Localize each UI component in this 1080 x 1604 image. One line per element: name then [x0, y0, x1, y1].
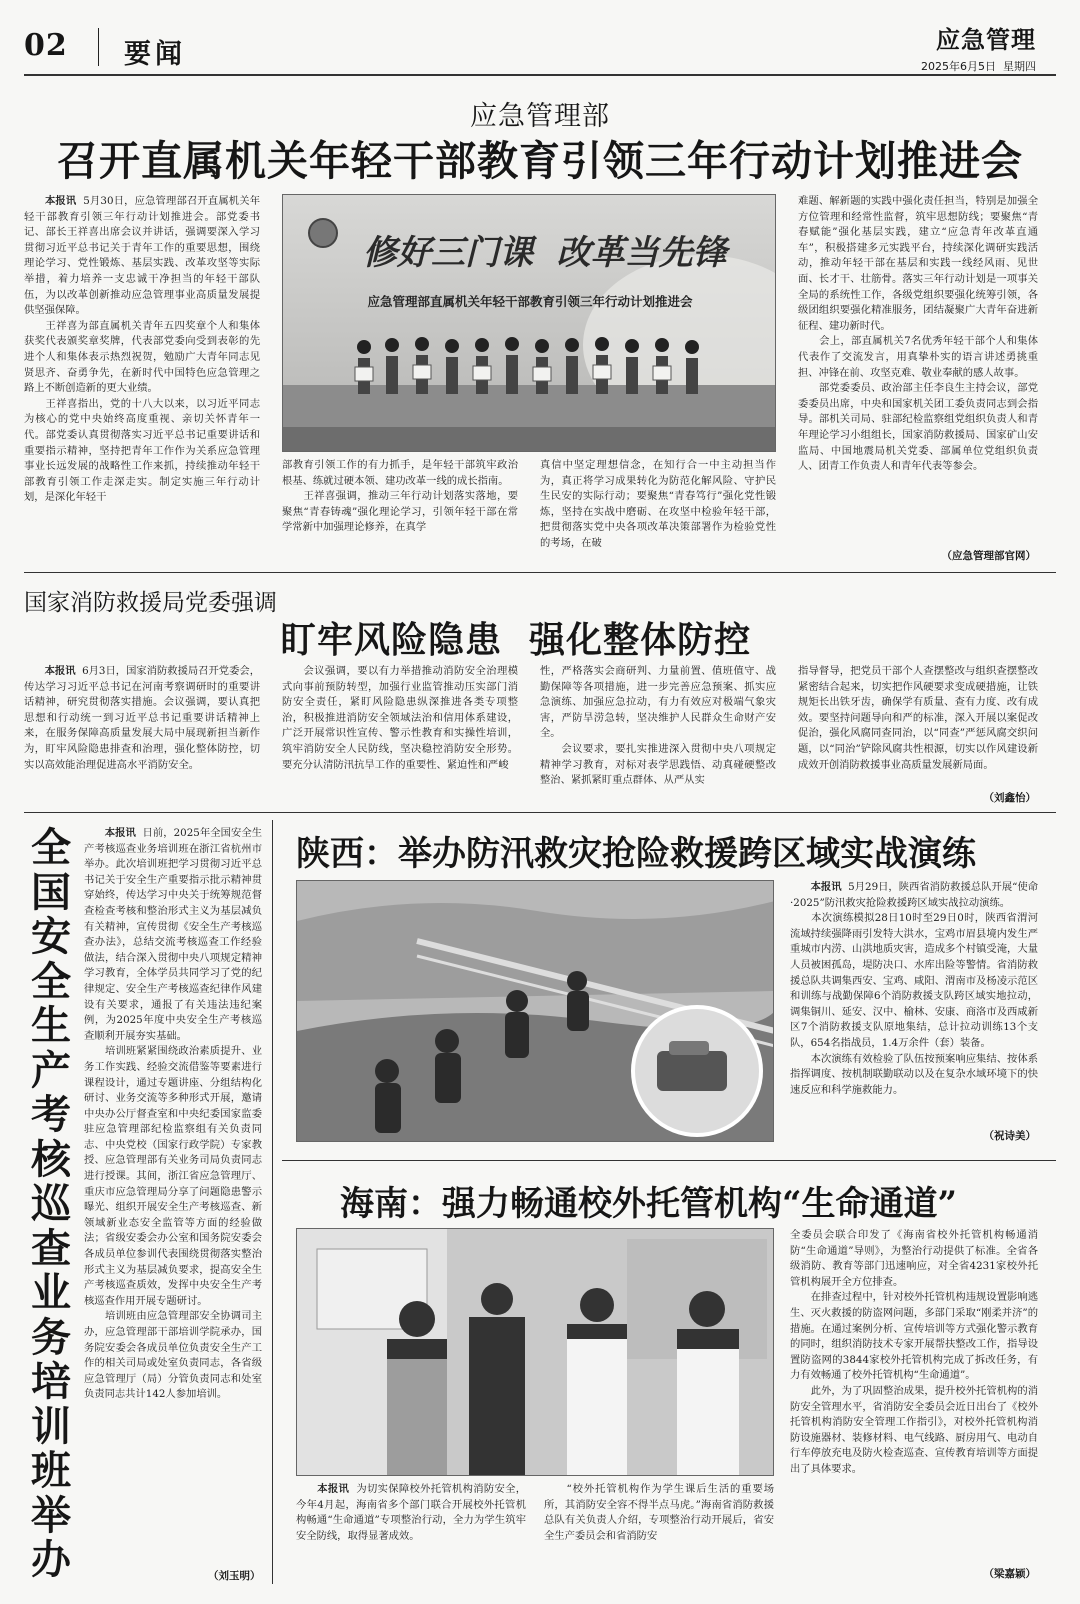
inspection-scene-illustration: [297, 1229, 774, 1476]
story1-column-2: 部教育引领工作的有力抓手，是年轻干部筑牢政治根基、练就过硬本领、建功改革一线的成长指南。 王祥喜强调，推动三年行动计划落实落地，要聚焦“青春铸魂”强化理论学习，引领年轻干部在常学常新中加强理论修养，在真学: [282, 459, 518, 534]
flood-drill-illustration: [297, 881, 774, 1142]
page-number: 02: [24, 28, 68, 63]
story2-col1-text: 6月3日，国家消防救援局召开党委会，传达学习习近平总书记在河南考察调研时的重要讲话精神，研究贯彻落实措施。会议强调，要认真把思想和行动统一到习近平总书记重要讲话精神上来，在服务保障高质量发展大局中展现新担当新作为，盯牢风险隐患排查和治理，强化整体防控，切实以高效能治理促进高水平消防安全。: [24, 665, 260, 771]
story4-body: [790, 880, 1038, 1144]
headline-char: 国: [31, 868, 71, 916]
story1-headline: 召开直属机关年轻干部教育引领三年行动计划推进会: [57, 137, 1023, 185]
story1-photo: [282, 194, 776, 452]
story1-column-1: [24, 194, 260, 566]
story1-column-4: 难题、解新题的实践中强化责任担当，特别是加强全方位管理和经常性监督，筑牢思想防线；要聚焦“青春赋能”强化基层实践，建立“应急青年改革直通车”，积极搭建多元实践平台，持续深化调研实践活动，推动年轻干部在基层和实践一线经风雨、见世面、长才干、壮筋骨。落实三年行动计划是一项事关全局的系统性工作，各级党组织要强化统筹引领，各级团组织要强化精准服务，团结凝聚广大青年奋进新征程、建功新时代。 会上，部直属机关7名优秀年轻干部个人和集体代表作了交流发言，用真挚朴实的语言讲述勇挑重担、冲锋在前、攻坚克难、敬业奉献的感人故事。 部党委委员、政治部主任李良生主持会议，部党委委员出席，中央和国家机关团工委负责同志到会指导。部机关司局、驻部纪检监察组党组织负责人和青年理论学习小组组长，国家消防救援局、国家矿山安监局、中国地震局机关党委、部属单位党组织负责人、团青工作负责人和青年代表等参会。: [798, 195, 1038, 473]
section-rule-3: [282, 1160, 1056, 1161]
story4-photo: [296, 880, 774, 1142]
headline-char: 训: [31, 1402, 71, 1450]
issue-date: 2025年6月5日 星期四: [921, 60, 1036, 73]
story5-cap1-text: 为切实保障校外托管机构消防安全，今年4月起，海南省多个部门联合开展校外托管机构畅通“生命通道”专项整治行动，全力为学生筑牢安全防线，取得显著成效。: [296, 1483, 526, 1542]
story5-photo: [296, 1228, 774, 1476]
story1-credit: （应急管理部官网）: [941, 550, 1036, 562]
vertical-column-rule: [272, 820, 273, 1584]
story2-column-4: 指导督导，把党员干部个人查摆整改与组织查摆整改紧密结合起来，切实把作风硬要求变成硬措施，让铁规矩长出铁牙齿，确保学有质量、查有力度、改有成效。要坚持问题导向和严的标准，深入开展以案促改促治，强化风腐同查同治，以“同查”严惩风腐交织问题，以“同治”铲除风腐共性根源，切实以作风建设新成效开创消防救援事业高质量发展新局面。: [798, 665, 1038, 771]
story1-lead: 本报讯: [44, 195, 77, 207]
headline-char: 核: [31, 1135, 71, 1183]
headline-char: 产: [31, 1046, 71, 1094]
photo-banner: 应急管理部直属机关年轻干部教育引领三年行动计划推进会: [367, 294, 693, 309]
headline-char: 办: [31, 1536, 71, 1583]
story5-lead: 本报讯: [317, 1483, 350, 1495]
story2-headline: 盯牢风险隐患 强化整体防控: [280, 619, 752, 661]
section-name: 要闻: [124, 39, 186, 70]
headline-char: 班: [31, 1447, 71, 1494]
headline-char: 巡: [31, 1180, 71, 1227]
story1-kicker: 应急管理部: [470, 101, 610, 132]
story2-credit: （刘鑫怡）: [983, 792, 1036, 804]
headline-char: 业: [31, 1269, 71, 1316]
story4-credit: （祝诗美）: [983, 1130, 1036, 1142]
story4-headline: 陕西：举办防汛救灾抢险救援跨区域实战演练: [296, 834, 976, 874]
story4-lead: 本报讯: [810, 881, 842, 893]
headline-char: 全: [31, 824, 71, 871]
story2-lead: 本报讯: [44, 665, 76, 677]
story2-column-1: [24, 664, 260, 804]
masthead-divider: [98, 28, 99, 66]
story3-body: [84, 826, 262, 1578]
headline-char: 安: [31, 913, 71, 960]
emblem-icon: [309, 219, 337, 247]
headline-char: 务: [31, 1313, 71, 1361]
story3-body-text: 日前，2025年全国安全生产考核巡查业务培训班在浙江省杭州市举办。此次培训班把学习贯彻习近平总书记关于安全生产重要指示批示精神贯穿始终，传达学习中央关于统筹规范督查检查考核和整治形式主义为基层减负有关精神，宣传贯彻《安全生产考核巡查办法》，总结交流考核巡查工作经验做法，结合深入贯彻中央八项规定精神学习教育，全体学员共同学习了党的纪律规定、安全生产考核巡查纪律作风建设有关要求，通报了有关违法违纪案例，为2025年度中央安全生产考核巡查顺利开展夯实基础。 培训班紧紧围绕政治素质提升、业务工作实践、经验交流借鉴等要素进行课程设计，通过专题讲座、分组结构化研讨、业务交流等多种形式开展，邀请中央办公厅督查室和中央纪委国家监委驻应急管理部纪检监察组有关负责同志、中央党校（国家行政学院）专家教授、应急管理部有关业务司局负责同志进行授课。其间，浙江省应急管理厅、重庆市应急管理局分享了问题隐患警示曝光、组织开展安全生产考核巡查、新领域新业态安全监管等方面的经验做法；省级安委会办公室和国务院安委会各成员单位参训代表围绕贯彻落实整治形式主义为基层减负要求，提高安全生产考核巡查质效，发挥中央安全生产考核巡查作用开展专题研讨。 培训班由应急管理部安全协调司主办，应急管理部干部培训学院承办，国务院安委会各成员单位负责安全生产工作的相关司局或处室负责同志，各省级应急管理厅（局）分管负责同志和处室负责同志共计142人参加培训。: [84, 827, 262, 1401]
story5-caption-2: “校外托管机构作为学生课后生活的重要场所，其消防安全容不得半点马虎。”海南省消防救援总队有关负责人介绍，专项整治行动开展后，省安全生产委员会和省消防安: [544, 1483, 774, 1542]
story5-credit: （梁嘉颖）: [983, 1568, 1036, 1580]
photo-slogan: 修好三门课 改革当先锋: [363, 233, 727, 273]
story5-body: 全委员会联合印发了《海南省校外托管机构畅通消防“生命通道”导则》，为整治行动提供了标准。全省各级消防、教育等部门迅速响应，对全省4231家校外托管机构展开全方位排查。 在排查过程中，针对校外托管机构违规设置影响逃生、灭火救援的防盗网问题，多部门采取“刚柔并济”的措施。在通过案例分析、宣传培训等方式强化警示教育的同时，组织消防技术专家开展帮扶整改工作，指导设置防盗网的3844家校外托管机构完成了拆改任务，有力有效畅通了校外托管机构“生命通道”。 此外，为了巩固整治成果，提升校外托管机构的消防安全管理水平，省消防安全委员会近日出台了《校外托管机构消防安全管理工作指引》，对校外托管机构消防设施器材、装修材料、电气线路、厨房用气、电动自行车停放充电及防火检查巡查、宣传教育培训等方面提出了具体要求。: [790, 1229, 1038, 1475]
headline-char: 举: [31, 1491, 71, 1539]
story4-body-text: 5月29日，陕西省消防救援总队开展“使命·2025”防汛救灾抢险救援跨区域实战拉动演练。 本次演练模拟28日10时至29日0时，陕西省渭河流域持续强降雨引发特大洪水，宝鸡市眉县境内发生严重城市内涝、山洪地质灾害，造成多个村镇受淹，大量人员被困孤岛，堤防决口、水库出险等警情。省消防救援总队共调集西安、宝鸡、咸阳、渭南市及杨凌示范区和训练与战勤保障6个消防救援支队跨区域实地拉动，调集铜川、延安、汉中、榆林、安康、商洛市及西咸新区7个消防救援支队原地集结，总计拉动训练13个支队，654名指战员，1.4万余件（套）装备。 本次演练有效检验了队伍按预案响应集结、按体系指挥调度、按机制联勤联动以及在复杂水域环境下的快速反应和科学施救能力。: [790, 881, 1038, 1096]
story2-column-3: 性，严格落实会商研判、力量前置、值班值守、战勤保障等各项措施，进一步完善应急预案、抓实应急演练、加强应急拉动，有力有效应对极端气象灾害，严防旱涝急转，坚决维护人民群众生命财产安全。 会议要求，要扎实推进深入贯彻中央八项规定精神学习教育，对标对表学思践悟、动真碰硬整改整治、紧抓紧盯重点群体、从严从实: [540, 665, 776, 787]
story1-column-3: 真信中坚定理想信念，在知行合一中主动担当作为，真正将学习成果转化为防范化解风险、守护民生民安的实际行动；要聚焦“青春笃行”强化党性锻炼，坚持在实战中磨砺、在攻坚中检验年轻干部，把贯彻落实党中央各项改革决策部署作为检验党性的考场，在破: [540, 459, 776, 549]
story3-lead: 本报讯: [104, 827, 136, 839]
headline-char: 考: [31, 1091, 71, 1138]
story3-vertical-headline: [26, 826, 76, 1586]
headline-char: 查: [31, 1224, 71, 1272]
headline-char: 生: [31, 1002, 71, 1049]
story5-caption-1: [296, 1482, 526, 1578]
headline-char: 培: [31, 1358, 71, 1405]
story1-col1-text: 5月30日，应急管理部召开直属机关年轻干部教育引领三年行动计划推进会。部党委书记、部长王祥喜出席会议并讲话，强调要深入学习贯彻习近平总书记关于青年工作的重要思想，围绕理论学习、党性锻炼、基层实践、改革攻坚等实际举措，着力培养一支忠诚干净担当的年轻干部队伍，为以改革创新推动应急管理事业高质量发展提供坚强保障。 王祥喜为部直属机关青年五四奖章个人和集体获奖代表颁奖章奖牌，代表部党委向受到表彰的先进个人和集体表示热烈祝贺，勉励广大青年同志见贤思齐、奋勇争先，在新时代中国特色应急管理之路上不断创造新的更大业绩。 王祥喜指出，党的十八大以来，以习近平同志为核心的党中央始终高度重视、亲切关怀青年一代。部党委认真贯彻落实习近平总书记重要讲话和重要指示精神，坚持把青年工作作为关系应急管理事业长远发展的战略性工作来抓，持续推动年轻干部教育引领工作走深走实。制定实施三年行动计划，是深化年轻干: [24, 195, 260, 504]
headline-char: 全: [31, 957, 71, 1005]
story2-column-2: 会议强调，要以有力举措推动消防安全治理模式向事前预防转型，加强行业监管推动压实部门消防安全责任，紧盯风险隐患纵深推进各类专项整治，积极推进消防安全领域法治和信用体系建设，广泛开展常识性宣传、警示性教育和实操性培训，筑牢消防安全人民防线，坚决稳控消防安全形势。要充分认清防汛抗旱工作的重要性、紧迫性和严峻: [282, 665, 518, 771]
story2-kicker: 国家消防救援局党委强调: [24, 590, 277, 616]
section-rule-2: [24, 812, 1056, 813]
story3-credit: （刘玉明）: [208, 1570, 261, 1582]
masthead-rule: [24, 74, 1056, 76]
section-rule-1: [24, 572, 1056, 573]
paper-name: 应急管理: [936, 25, 1036, 54]
story5-headline: 海南：强力畅通校外托管机构“生命通道”: [340, 1184, 958, 1224]
